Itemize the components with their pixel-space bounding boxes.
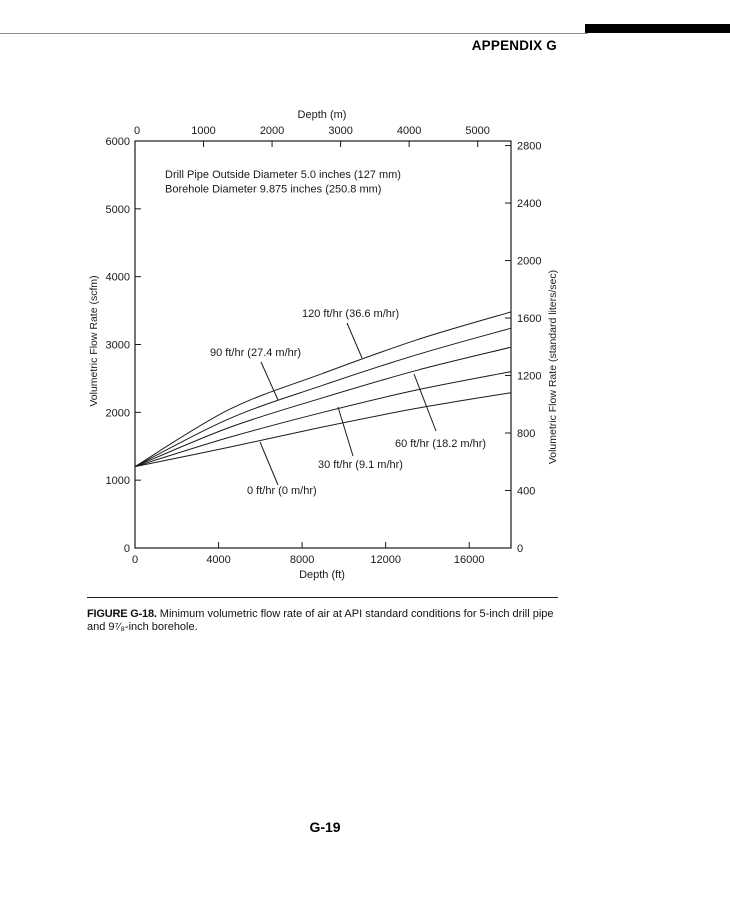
y-axis-tick-label: 0	[123, 543, 130, 555]
curve-label-leader	[260, 442, 278, 485]
right-axis-tick-label: 2800	[517, 140, 542, 153]
curve-label-leader	[338, 407, 353, 456]
y-axis-tick-label: 6000	[105, 136, 130, 148]
top-axis-tick-label: 1000	[191, 125, 216, 137]
curve-label-leader	[414, 374, 436, 431]
right-axis-title: Volumetric Flow Rate (standard liters/sec)	[547, 269, 559, 465]
right-axis-tick-label: 2000	[517, 255, 542, 268]
x-axis-tick-label: 16000	[453, 554, 485, 566]
figure-caption-text: Minimum volumetric flow rate of air at API standard conditions for 5-inch drill pipe and 9⁷⁄₈-inch borehole.	[87, 608, 554, 633]
plot-frame	[135, 141, 511, 548]
right-axis-tick-label: 400	[517, 485, 536, 498]
x-axis-tick-label: 4000	[206, 554, 231, 566]
top-axis-title: Depth (m)	[297, 109, 347, 121]
curve-label: 120 ft/hr (36.6 m/hr)	[302, 308, 400, 320]
y-axis-tick-label: 3000	[105, 339, 130, 352]
curve-30-ft-hr-9-1-m-hr	[135, 372, 511, 467]
appendix-heading: APPENDIX G	[471, 38, 557, 53]
y-axis-tick-label: 1000	[105, 475, 130, 488]
curve-label: 60 ft/hr (18.2 m/hr)	[395, 438, 487, 450]
y-axis-tick-label: 4000	[105, 271, 130, 284]
top-axis-tick-label: 5000	[465, 125, 490, 137]
annotation-line: Drill Pipe Outside Diameter 5.0 inches (127 mm)	[165, 169, 401, 181]
right-axis-tick-label: 1600	[517, 313, 542, 326]
page-number: G-19	[309, 819, 341, 835]
top-axis-tick-label: 3000	[328, 125, 353, 137]
y-axis-tick-label: 2000	[105, 407, 130, 420]
curve-0-ft-hr-0-m-hr	[135, 393, 511, 467]
x-axis-title: Depth (ft)	[299, 569, 345, 581]
x-axis-tick-label: 0	[131, 554, 139, 566]
curve-label-leader	[347, 323, 362, 358]
top-axis-tick-label: 0	[133, 125, 141, 137]
x-axis-tick-label: 12000	[370, 554, 401, 566]
annotation-line: Borehole Diameter 9.875 inches (250.8 mm)	[165, 183, 382, 196]
curve-label: 30 ft/hr (9.1 m/hr)	[318, 459, 403, 471]
right-axis-tick-label: 2400	[517, 198, 542, 211]
y-axis-title: Volumetric Flow Rate (scfm)	[88, 275, 100, 407]
figure-caption	[87, 597, 558, 633]
y-axis-tick-label: 5000	[105, 203, 130, 216]
top-axis-tick-label: 4000	[396, 125, 422, 137]
x-axis-tick-label: 8000	[289, 554, 315, 566]
figure-caption-label: FIGURE G-18.	[87, 608, 157, 620]
right-axis-tick-label: 800	[517, 428, 536, 441]
right-axis-tick-label: 0	[517, 543, 524, 555]
top-axis-tick-label: 2000	[259, 125, 285, 137]
curve-label: 90 ft/hr (27.4 m/hr)	[210, 347, 302, 359]
curve-label: 0 ft/hr (0 m/hr)	[247, 485, 317, 497]
right-axis-tick-label: 1200	[517, 370, 542, 383]
